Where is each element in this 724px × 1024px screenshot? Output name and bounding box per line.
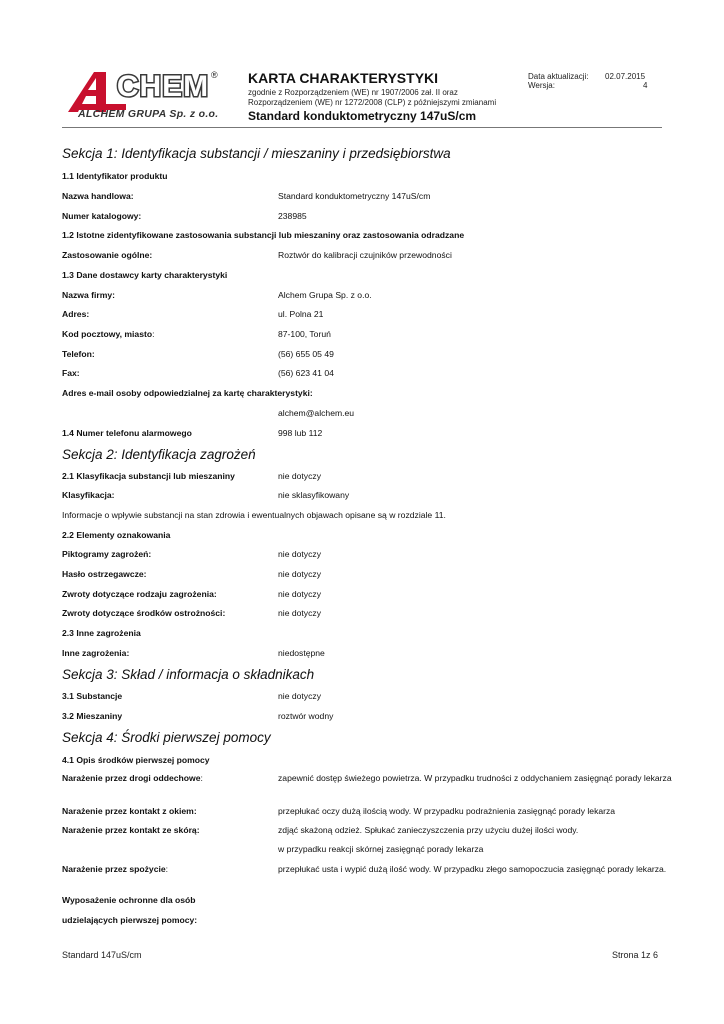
header-divider	[62, 127, 662, 128]
skin-contact-value-2: w przypadku reakcji skórnej zasięgnąć porady lekarza	[278, 844, 484, 854]
version-label: Wersja:	[528, 81, 555, 90]
other-hazards-value: niedostępne	[278, 648, 325, 658]
signal-word-label: Hasło ostrzegawcze:	[62, 569, 147, 579]
eye-contact-value: przepłukać oczy dużą ilością wody. W przypadku podrażnienia zasięgnąć porady lekarza	[278, 806, 616, 816]
precautionary-value: nie dotyczy	[278, 608, 321, 618]
logo-wordmark: CHEM	[116, 70, 210, 103]
postal-label-colon: :	[152, 329, 155, 339]
email-label: Adres e-mail osoby odpowiedzialnej za kartę charakterystyki:	[62, 388, 313, 398]
use-value: Roztwór do kalibracji czujników przewodności	[278, 250, 452, 260]
subsection-4-1: 4.1 Opis środków pierwszej pomocy	[62, 755, 210, 765]
postal-label	[62, 329, 154, 339]
fax-value: (56) 623 41 04	[278, 368, 334, 378]
inhalation-value: zapewnić dostęp świeżego powietrza. W przypadku trudności z oddychaniem zasięgnąć porady lekarza	[278, 773, 672, 783]
pictograms-value: nie dotyczy	[278, 549, 321, 559]
section-3-title: Sekcja 3: Skład / informacja o składnikach	[62, 667, 315, 682]
postal-value: 87-100, Toruń	[278, 329, 331, 339]
address-value: ul. Polna 21	[278, 309, 324, 319]
inhalation-label	[62, 773, 203, 783]
classification-value: nie sklasyfikowany	[278, 490, 350, 500]
subsection-2-3: 2.3 Inne zagrożenia	[62, 628, 141, 638]
classification-heading: 2.1 Klasyfikacja substancji lub mieszaniny	[62, 471, 235, 481]
update-date-value: 02.07.2015	[605, 72, 646, 81]
hazard-statements-value: nie dotyczy	[278, 589, 321, 599]
email-value: alchem@alchem.eu	[278, 408, 355, 418]
precautionary-label: Zwroty dotyczące środków ostrożności:	[62, 608, 226, 618]
section-4-title: Sekcja 4: Środki pierwszej pomocy	[62, 730, 271, 745]
ingestion-label-text: Narażenie przez spożycie	[62, 864, 166, 874]
registered-mark: ®	[211, 70, 218, 80]
regulation-line-2: Rozporządzeniem (WE) nr 1272/2008 (CLP) z późniejszymi zmianami	[248, 98, 497, 107]
other-hazards-label: Inne zagrożenia:	[62, 648, 130, 658]
fax-label: Fax:	[62, 368, 80, 378]
pictograms-label: Piktogramy zagrożeń:	[62, 549, 152, 559]
mixtures-label: 3.2 Mieszaniny	[62, 711, 123, 721]
equipment-label-line-1: Wyposażenie ochronne dla osób	[62, 895, 196, 905]
use-label: Zastosowanie ogólne:	[62, 250, 153, 260]
address-label: Adres:	[62, 309, 90, 319]
alchem-logo	[66, 70, 226, 126]
regulation-line-1: zgodnie z Rozporządzeniem (WE) nr 1907/2006 zał. II oraz	[248, 88, 458, 97]
footer-page-number: Strona 1z 6	[612, 950, 659, 960]
version-value: 4	[643, 81, 648, 90]
product-title: Standard konduktometryczny 147uS/cm	[248, 109, 477, 123]
classification-label: Klasyfikacja:	[62, 490, 115, 500]
substances-label: 3.1 Substancje	[62, 691, 123, 701]
inhalation-label-text: Narażenie przez drogi oddechowe	[62, 773, 201, 783]
catalog-value: 238985	[278, 211, 307, 221]
phone-label: Telefon:	[62, 349, 95, 359]
company-value: Alchem Grupa Sp. z o.o.	[278, 290, 372, 300]
section-2-title: Sekcja 2: Identyfikacja zagrożeń	[62, 447, 256, 462]
ingestion-value: przepłukać usta i wypić dużą ilość wody. W przypadku złego samopoczucia zasięgnąć porady lekarza.	[278, 864, 667, 874]
skin-contact-value: zdjąć skażoną odzież. Spłukać zanieczyszczenia przy użyciu dużej ilości wody.	[278, 825, 579, 835]
postal-label-text: Kod pocztowy, miasto	[62, 329, 153, 339]
phone-value: (56) 655 05 49	[278, 349, 334, 359]
trade-name-value: Standard konduktometryczny 147uS/cm	[278, 191, 431, 201]
skin-contact-label: Narażenie przez kontakt ze skórą:	[62, 825, 200, 835]
mixtures-value: roztwór wodny	[278, 711, 334, 721]
subsection-1-2: 1.2 Istotne zidentyfikowane zastosowania substancji lub mieszaniny oraz zastosowania odradzane	[62, 230, 465, 240]
document-title: KARTA CHARAKTERYSTYKI	[248, 70, 439, 86]
emergency-label: 1.4 Numer telefonu alarmowego	[62, 428, 192, 438]
inhalation-label-colon: :	[200, 773, 203, 783]
subsection-1-1: 1.1 Identyfikator produktu	[62, 171, 168, 181]
equipment-label-line-2: udzielających pierwszej pomocy:	[62, 915, 198, 925]
trade-name-label: Nazwa handlowa:	[62, 191, 134, 201]
signal-word-value: nie dotyczy	[278, 569, 321, 579]
catalog-label: Numer katalogowy:	[62, 211, 142, 221]
section-1-title: Sekcja 1: Identyfikacja substancji / mieszaniny i przedsiębiorstwa	[62, 146, 451, 161]
ingestion-label-colon: :	[165, 864, 169, 874]
health-info-text: Informacje o wpływie substancji na stan zdrowia i ewentualnych objawach opisane są w rozdziale 11.	[62, 510, 446, 520]
subsection-1-3: 1.3 Dane dostawcy karty charakterystyki	[62, 270, 228, 280]
subsection-2-2: 2.2 Elementy oznakowania	[62, 530, 171, 540]
classification-heading-value: nie dotyczy	[278, 471, 321, 481]
ingestion-label	[62, 864, 168, 874]
company-label: Nazwa firmy:	[62, 290, 116, 300]
substances-value: nie dotyczy	[278, 691, 321, 701]
logo-subtitle: ALCHEM GRUPA Sp. z o.o.	[78, 108, 219, 120]
update-date-label: Data aktualizacji:	[528, 72, 589, 81]
eye-contact-label: Narażenie przez kontakt z okiem:	[62, 806, 197, 816]
emergency-value: 998 lub 112	[278, 428, 323, 438]
footer-product: Standard 147uS/cm	[62, 950, 142, 960]
hazard-statements-label: Zwroty dotyczące rodzaju zagrożenia:	[62, 589, 217, 599]
